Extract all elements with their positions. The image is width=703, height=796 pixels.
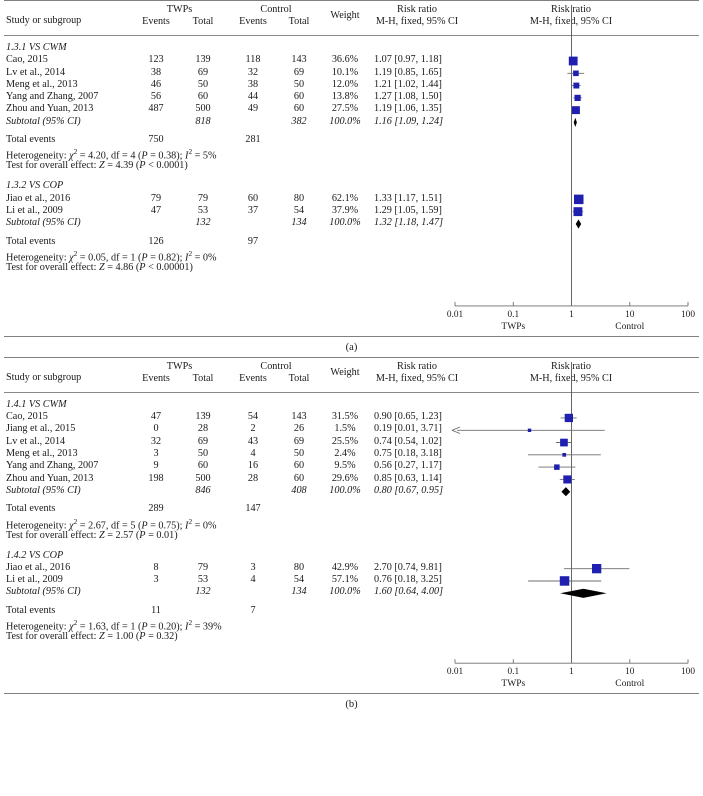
meta-analysis-table bbox=[0, 358, 703, 693]
forest-panel-a bbox=[0, 0, 703, 357]
row-twps-total: 53 bbox=[197, 204, 209, 216]
header-group-twps: TWPs bbox=[166, 360, 193, 372]
row-study: Zhou and Yuan, 2013 bbox=[6, 103, 94, 115]
header-group-control: Control bbox=[260, 360, 292, 372]
row-control-total: 50 bbox=[293, 448, 305, 460]
row-risk-ratio: 2.70 [0.74, 9.81] bbox=[374, 561, 442, 573]
x-axis-tick-label: 10 bbox=[625, 309, 635, 320]
x-axis-tick-label: 0.1 bbox=[507, 667, 520, 678]
row-control-events: 43 bbox=[247, 435, 259, 447]
row-risk-ratio: 0.76 [0.18, 3.25] bbox=[374, 574, 442, 586]
row-study: Meng et al., 2013 bbox=[6, 448, 78, 460]
row-control-total: 54 bbox=[293, 574, 305, 586]
row-twps-events: 3 bbox=[153, 574, 159, 586]
row-twps-events: 46 bbox=[150, 78, 162, 90]
row-study: Li et al., 2009 bbox=[6, 204, 63, 216]
total-events-control: 281 bbox=[245, 134, 261, 146]
row-control-events: 49 bbox=[247, 103, 259, 115]
overall-effect-line: Test for overall effect: Z = 2.57 (P = 0.01) bbox=[6, 529, 178, 541]
header-study-col: Study or subgroup bbox=[6, 15, 82, 26]
table-header bbox=[0, 358, 703, 392]
subtotal-label: Subtotal (95% CI) bbox=[6, 115, 81, 127]
header-plot-method: M-H, fixed, 95% CI bbox=[529, 372, 613, 384]
row-control-events: 38 bbox=[247, 78, 259, 90]
total-events-row bbox=[0, 605, 703, 617]
subgroup-header bbox=[0, 399, 703, 411]
table-row bbox=[0, 193, 703, 205]
axis-right-label: Control bbox=[615, 321, 645, 332]
x-axis-tick-label: 0.01 bbox=[446, 667, 464, 678]
row-twps-events: 9 bbox=[153, 460, 159, 472]
table-row bbox=[0, 473, 703, 485]
header-twps-total: Total bbox=[192, 372, 214, 384]
table-row bbox=[0, 448, 703, 460]
row-risk-ratio: 1.19 [1.06, 1.35] bbox=[374, 103, 442, 115]
total-events-label: Total events bbox=[6, 134, 56, 146]
subgroup-header bbox=[0, 550, 703, 562]
table-row bbox=[0, 436, 703, 448]
row-weight: 9.5% bbox=[334, 460, 356, 472]
table-row bbox=[0, 574, 703, 586]
row-control-total: 80 bbox=[293, 192, 305, 204]
header-control-total: Total bbox=[288, 16, 310, 27]
subtotal-row bbox=[0, 116, 703, 128]
table-row bbox=[0, 103, 703, 115]
row-twps-events: 487 bbox=[148, 103, 164, 115]
subtotal-risk-ratio: 1.60 [0.64, 4.00] bbox=[374, 586, 444, 598]
row-control-total: 143 bbox=[291, 411, 307, 423]
row-control-events: 2 bbox=[250, 423, 256, 435]
header-plot-title: Risk ratio bbox=[551, 360, 591, 372]
row-control-events: 28 bbox=[247, 472, 259, 484]
row-control-total: 80 bbox=[293, 561, 305, 573]
overall-effect-line: Test for overall effect: Z = 4.39 (P < 0.0001) bbox=[6, 160, 188, 172]
forest-panel-b bbox=[0, 357, 703, 714]
row-risk-ratio: 0.19 [0.01, 3.71] bbox=[374, 423, 442, 435]
heterogeneity-line: Heterogeneity: $\chi^2 = 4.20$, df = 4 (P = 0.38); $I^2 = 5\%$ bbox=[6, 147, 217, 162]
row-twps-total: 500 bbox=[195, 472, 211, 484]
row-twps-total: 60 bbox=[197, 460, 209, 472]
row-twps-total: 139 bbox=[195, 411, 211, 423]
row-twps-events: 56 bbox=[150, 91, 162, 103]
plot-filler bbox=[0, 276, 703, 336]
x-axis-tick-label: 10 bbox=[625, 667, 635, 678]
row-control-events: 44 bbox=[247, 91, 259, 103]
panel-caption: (a) bbox=[345, 341, 358, 353]
subgroup-label: 1.4.2 VS COP bbox=[6, 549, 64, 561]
row-study: Jiang et al., 2015 bbox=[6, 423, 76, 435]
row-weight: 2.4% bbox=[334, 448, 356, 460]
table-row bbox=[0, 411, 703, 423]
subtotal-weight: 100.0% bbox=[329, 217, 361, 229]
row-control-events: 4 bbox=[250, 448, 256, 460]
row-study: Yang and Zhang, 2007 bbox=[6, 460, 99, 472]
row-study: Li et al., 2009 bbox=[6, 574, 63, 586]
row-risk-ratio: 0.75 [0.18, 3.18] bbox=[374, 448, 442, 460]
row-twps-total: 60 bbox=[197, 91, 209, 103]
subtotal-weight: 100.0% bbox=[329, 115, 361, 127]
row-study: Lv et al., 2014 bbox=[6, 66, 66, 78]
row-twps-events: 3 bbox=[153, 448, 159, 460]
subtotal-twps-total: 846 bbox=[195, 484, 211, 496]
subgroup-label: 1.4.1 VS CWM bbox=[6, 398, 67, 410]
header-control-events: Events bbox=[239, 16, 267, 27]
row-control-total: 60 bbox=[293, 472, 305, 484]
axis-left-label: TWPs bbox=[501, 679, 526, 690]
table-and-plot bbox=[0, 1, 703, 336]
panel-caption: (b) bbox=[345, 699, 358, 711]
subtotal-risk-ratio: 0.80 [0.67, 0.95] bbox=[374, 484, 444, 496]
total-events-control: 7 bbox=[250, 604, 256, 616]
heterogeneity-line: Heterogeneity: $\chi^2 = 2.67$, df = 5 (P = 0.75); $I^2 = 0\%$ bbox=[6, 516, 217, 531]
subtotal-control-total: 134 bbox=[291, 217, 307, 229]
total-events-row bbox=[0, 236, 703, 248]
subtotal-row bbox=[0, 485, 703, 497]
total-events-label: Total events bbox=[6, 604, 56, 616]
table-row bbox=[0, 91, 703, 103]
row-twps-total: 69 bbox=[197, 435, 209, 447]
row-study: Lv et al., 2014 bbox=[6, 435, 66, 447]
row-study: Cao, 2015 bbox=[6, 54, 48, 66]
row-twps-total: 53 bbox=[197, 574, 209, 586]
row-weight: 57.1% bbox=[331, 574, 359, 586]
subtotal-row bbox=[0, 217, 703, 229]
row-twps-events: 38 bbox=[150, 66, 162, 78]
header-twps-events: Events bbox=[142, 16, 170, 27]
table-row bbox=[0, 205, 703, 217]
subtotal-twps-total: 132 bbox=[195, 586, 211, 598]
row-control-events: 3 bbox=[250, 561, 256, 573]
row-twps-total: 50 bbox=[197, 448, 209, 460]
row-study: Meng et al., 2013 bbox=[6, 78, 78, 90]
row-risk-ratio: 0.90 [0.65, 1.23] bbox=[374, 411, 442, 423]
table-row bbox=[0, 54, 703, 66]
header-risk-ratio-method: M-H, fixed, 95% CI bbox=[375, 372, 459, 384]
x-axis-tick-label: 1 bbox=[569, 667, 574, 678]
row-control-total: 69 bbox=[293, 66, 305, 78]
row-risk-ratio: 1.19 [0.85, 1.65] bbox=[374, 66, 442, 78]
row-risk-ratio: 1.27 [1.08, 1.50] bbox=[374, 91, 442, 103]
row-control-events: 54 bbox=[247, 411, 259, 423]
subtotal-control-total: 408 bbox=[291, 484, 307, 496]
header-twps-events: Events bbox=[142, 372, 170, 384]
row-twps-total: 79 bbox=[197, 192, 209, 204]
total-events-label: Total events bbox=[6, 235, 56, 247]
header-risk-ratio-title: Risk ratio bbox=[397, 4, 437, 15]
total-events-twps: 11 bbox=[151, 604, 161, 616]
row-control-events: 32 bbox=[247, 66, 259, 78]
row-weight: 62.1% bbox=[331, 192, 359, 204]
row-twps-events: 79 bbox=[150, 192, 162, 204]
total-events-row bbox=[0, 503, 703, 515]
x-axis-tick-label: 100 bbox=[681, 667, 695, 678]
row-weight: 31.5% bbox=[331, 411, 359, 423]
row-study: Jiao et al., 2016 bbox=[6, 192, 71, 204]
row-control-events: 118 bbox=[245, 54, 261, 66]
meta-analysis-table bbox=[0, 1, 703, 336]
row-risk-ratio: 1.21 [1.02, 1.44] bbox=[374, 78, 442, 90]
header-group-twps: TWPs bbox=[166, 4, 193, 15]
subtotal-risk-ratio: 1.32 [1.18, 1.47] bbox=[374, 217, 444, 229]
row-control-total: 54 bbox=[293, 204, 305, 216]
row-twps-events: 32 bbox=[150, 435, 162, 447]
x-axis-tick-label: 0.01 bbox=[446, 309, 464, 320]
header-plot-title: Risk ratio bbox=[551, 4, 591, 15]
subtotal-label: Subtotal (95% CI) bbox=[6, 484, 81, 496]
heterogeneity-line: Heterogeneity: $\chi^2 = 1.63$, df = 1 (P = 0.20); $I^2 = 39\%$ bbox=[6, 618, 222, 633]
row-risk-ratio: 0.85 [0.63, 1.14] bbox=[374, 472, 442, 484]
subtotal-control-total: 382 bbox=[291, 115, 307, 127]
header-plot-method: M-H, fixed, 95% CI bbox=[529, 16, 613, 27]
row-study: Yang and Zhang, 2007 bbox=[6, 91, 99, 103]
x-axis-tick-label: 100 bbox=[681, 309, 695, 320]
header-study-col: Study or subgroup bbox=[6, 371, 82, 383]
total-events-control: 147 bbox=[245, 503, 261, 515]
table-and-plot bbox=[0, 358, 703, 693]
row-weight: 1.5% bbox=[334, 423, 356, 435]
table-row bbox=[0, 423, 703, 435]
row-weight: 36.6% bbox=[331, 54, 359, 66]
row-weight: 13.8% bbox=[331, 91, 359, 103]
x-axis-tick-label: 1 bbox=[569, 309, 574, 320]
row-risk-ratio: 0.74 [0.54, 1.02] bbox=[374, 435, 442, 447]
row-risk-ratio: 1.29 [1.05, 1.59] bbox=[374, 204, 442, 216]
table-row bbox=[0, 460, 703, 472]
heterogeneity-line: Heterogeneity: $\chi^2 = 0.05$, df = 1 (P = 0.82); $I^2 = 0\%$ bbox=[6, 248, 217, 264]
row-control-total: 50 bbox=[293, 78, 305, 90]
total-events-control: 97 bbox=[247, 235, 259, 247]
row-weight: 10.1% bbox=[331, 66, 359, 78]
header-group-control: Control bbox=[260, 4, 292, 15]
row-risk-ratio: 0.56 [0.27, 1.17] bbox=[374, 460, 442, 472]
row-control-total: 60 bbox=[293, 460, 305, 472]
header-weight: Weight bbox=[330, 366, 360, 378]
row-risk-ratio: 1.07 [0.97, 1.18] bbox=[374, 54, 442, 66]
subgroup-label: 1.3.2 VS COP bbox=[6, 180, 64, 192]
subgroup-header bbox=[0, 42, 703, 54]
row-twps-total: 139 bbox=[195, 54, 211, 66]
subtotal-row bbox=[0, 586, 703, 598]
row-control-events: 60 bbox=[247, 192, 259, 204]
row-study: Zhou and Yuan, 2013 bbox=[6, 472, 94, 484]
subtotal-twps-total: 132 bbox=[195, 217, 211, 229]
table-row bbox=[0, 562, 703, 574]
row-risk-ratio: 1.33 [1.17, 1.51] bbox=[374, 192, 442, 204]
row-control-events: 16 bbox=[247, 460, 259, 472]
subtotal-label: Subtotal (95% CI) bbox=[6, 586, 81, 598]
overall-effect-line: Test for overall effect: Z = 4.86 (P < 0.00001) bbox=[6, 261, 193, 273]
row-control-total: 69 bbox=[293, 435, 305, 447]
row-twps-total: 79 bbox=[197, 561, 209, 573]
overall-effect-line: Test for overall effect: Z = 1.00 (P = 0.32) bbox=[6, 631, 178, 643]
header-twps-total: Total bbox=[192, 16, 214, 27]
axis-left-label: TWPs bbox=[501, 321, 526, 332]
total-events-twps: 126 bbox=[148, 235, 164, 247]
total-events-label: Total events bbox=[6, 503, 56, 515]
total-events-twps: 289 bbox=[148, 503, 164, 515]
row-weight: 37.9% bbox=[331, 204, 359, 216]
x-axis-tick-label: 0.1 bbox=[507, 309, 520, 320]
row-twps-events: 123 bbox=[148, 54, 164, 66]
subtotal-risk-ratio: 1.16 [1.09, 1.24] bbox=[374, 115, 444, 127]
row-twps-events: 47 bbox=[150, 204, 162, 216]
plot-filler bbox=[0, 645, 703, 693]
row-control-total: 26 bbox=[293, 423, 305, 435]
table-header bbox=[0, 1, 703, 35]
row-twps-events: 0 bbox=[153, 423, 159, 435]
subtotal-label: Subtotal (95% CI) bbox=[6, 217, 81, 229]
subtotal-weight: 100.0% bbox=[329, 484, 361, 496]
row-control-events: 4 bbox=[250, 574, 256, 586]
row-twps-events: 47 bbox=[150, 411, 162, 423]
row-twps-events: 198 bbox=[148, 472, 164, 484]
subtotal-weight: 100.0% bbox=[329, 586, 361, 598]
row-twps-events: 8 bbox=[153, 561, 159, 573]
row-control-total: 60 bbox=[293, 103, 305, 115]
header-control-events: Events bbox=[239, 372, 267, 384]
subtotal-control-total: 134 bbox=[291, 586, 307, 598]
row-twps-total: 50 bbox=[197, 78, 209, 90]
subgroup-header bbox=[0, 180, 703, 192]
row-weight: 42.9% bbox=[331, 561, 359, 573]
table-row bbox=[0, 67, 703, 79]
total-events-twps: 750 bbox=[148, 134, 164, 146]
header-weight: Weight bbox=[330, 10, 360, 21]
header-risk-ratio-method: M-H, fixed, 95% CI bbox=[375, 16, 459, 27]
row-control-events: 37 bbox=[247, 204, 259, 216]
row-weight: 27.5% bbox=[331, 103, 359, 115]
header-control-total: Total bbox=[288, 372, 310, 384]
row-twps-total: 69 bbox=[197, 66, 209, 78]
row-weight: 29.6% bbox=[331, 472, 359, 484]
subgroup-label: 1.3.1 VS CWM bbox=[6, 42, 67, 53]
row-control-total: 143 bbox=[291, 54, 307, 66]
row-study: Cao, 2015 bbox=[6, 411, 48, 423]
total-events-row bbox=[0, 134, 703, 146]
table-row bbox=[0, 79, 703, 91]
row-control-total: 60 bbox=[293, 91, 305, 103]
row-weight: 12.0% bbox=[331, 78, 359, 90]
row-twps-total: 500 bbox=[195, 103, 211, 115]
row-weight: 25.5% bbox=[331, 435, 359, 447]
header-risk-ratio-title: Risk ratio bbox=[397, 360, 437, 372]
row-study: Jiao et al., 2016 bbox=[6, 561, 71, 573]
subtotal-twps-total: 818 bbox=[195, 115, 211, 127]
row-twps-total: 28 bbox=[197, 423, 209, 435]
axis-right-label: Control bbox=[615, 679, 645, 690]
